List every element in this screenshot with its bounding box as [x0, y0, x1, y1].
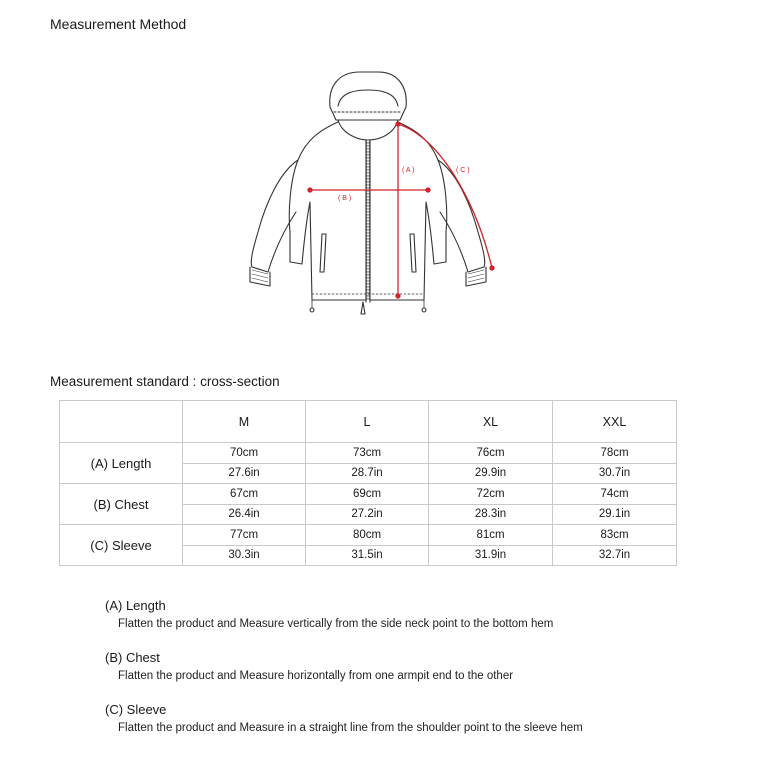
table-cell: 32.7in	[553, 545, 677, 566]
body-left	[289, 122, 366, 300]
table-cell: 31.5in	[306, 545, 429, 566]
table-cell: 73cm	[306, 443, 429, 464]
table-row	[60, 443, 677, 464]
row-label: (C) Sleeve	[60, 525, 183, 566]
table-cell: 74cm	[553, 484, 677, 505]
hood-inner	[338, 90, 398, 106]
collar	[338, 120, 398, 140]
table-cell: 72cm	[429, 484, 553, 505]
measurement-definitions	[105, 598, 583, 754]
table-cell: 78cm	[553, 443, 677, 464]
table-cell: 28.3in	[429, 504, 553, 525]
definition-title: (A) Length	[105, 598, 166, 613]
table-cell: 67cm	[183, 484, 306, 505]
table-cell: 70cm	[183, 443, 306, 464]
table-cell: 80cm	[306, 525, 429, 546]
size-table	[59, 400, 677, 566]
table-cell: 31.9in	[429, 545, 553, 566]
header-size: XL	[429, 401, 553, 443]
table-cell: 69cm	[306, 484, 429, 505]
table-cell: 81cm	[429, 525, 553, 546]
definition-text: Flatten the product and Measure horizontally from one armpit end to the other	[118, 670, 514, 682]
definition-chest	[105, 650, 583, 682]
page-title: Measurement Method	[50, 16, 187, 32]
table-row	[60, 484, 677, 505]
header-size: XXL	[553, 401, 677, 443]
table-cell: 29.1in	[553, 504, 677, 525]
header-blank	[60, 401, 183, 443]
pocket-left	[320, 234, 326, 272]
table-cell: 83cm	[553, 525, 677, 546]
table-cell: 30.7in	[553, 463, 677, 484]
table-row	[60, 525, 677, 546]
sleeve-line	[398, 124, 492, 268]
definition-title: (C) Sleeve	[105, 702, 167, 717]
body-right	[370, 122, 447, 300]
sleeve-left	[251, 160, 298, 272]
header-size: M	[183, 401, 306, 443]
header-size: L	[306, 401, 429, 443]
definition-text: Flatten the product and Measure vertically from the side neck point to the bottom hem	[118, 618, 554, 630]
definition-title: (B) Chest	[105, 650, 160, 665]
label-sleeve: ( C )	[456, 167, 470, 174]
hood-outline	[330, 72, 407, 120]
table-cell: 26.4in	[183, 504, 306, 525]
definition-length	[105, 598, 583, 630]
table-cell: 27.6in	[183, 463, 306, 484]
jacket-diagram	[230, 62, 520, 332]
table-cell: 27.2in	[306, 504, 429, 525]
label-chest: ( B )	[338, 195, 352, 202]
table-subtitle: Measurement standard : cross-section	[50, 374, 280, 389]
pocket-right	[410, 234, 416, 272]
table-cell: 30.3in	[183, 545, 306, 566]
table-cell: 29.9in	[429, 463, 553, 484]
definition-text: Flatten the product and Measure in a straight line from the shoulder point to the sleeve hem	[118, 722, 583, 734]
label-length: ( A )	[402, 167, 415, 174]
sleeve-right	[438, 160, 485, 272]
table-cell: 28.7in	[306, 463, 429, 484]
row-label: (A) Length	[60, 443, 183, 484]
table-cell: 76cm	[429, 443, 553, 464]
row-label: (B) Chest	[60, 484, 183, 525]
table-cell: 77cm	[183, 525, 306, 546]
definition-sleeve	[105, 702, 583, 734]
